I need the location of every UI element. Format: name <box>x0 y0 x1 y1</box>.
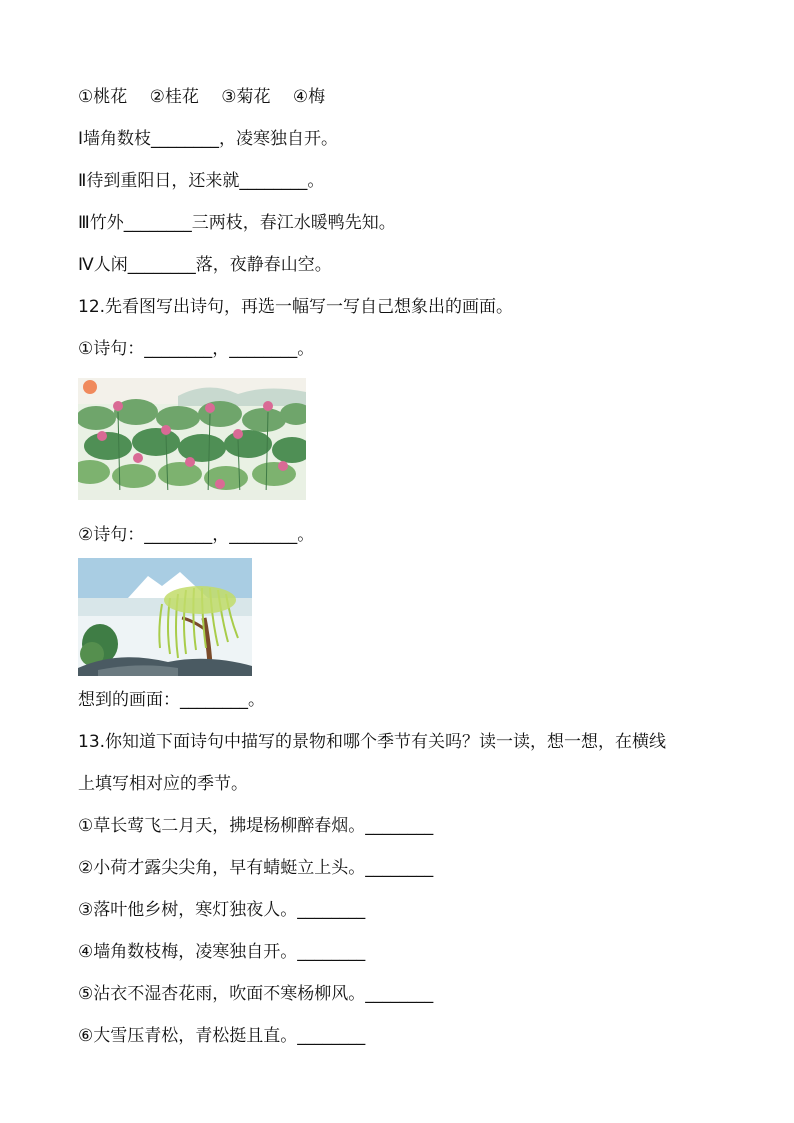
q11-line-2: Ⅱ待到重阳日，还来就________。 <box>78 171 325 191</box>
q13-item-6: ⑥大雪压青松，青松挺且直。________ <box>78 1026 366 1046</box>
q11-line-4: Ⅳ人闲________落，夜静春山空。 <box>78 255 332 275</box>
q13-item-4: ④墙角数枝梅，凌寒独自开。________ <box>78 942 366 962</box>
q12-item-1: ①诗句：________，________。 <box>78 339 315 359</box>
q12-prompt: 12.先看图写出诗句，再选一幅写一写自己想象出的画面。 <box>78 297 514 317</box>
lotus-pond-illustration <box>78 378 306 500</box>
q13-prompt-line-1: 13.你知道下面诗句中描写的景物和哪个季节有关吗？读一读，想一想，在横线 <box>78 732 667 752</box>
q12-item-2: ②诗句：________，________。 <box>78 525 315 545</box>
q11-line-3: Ⅲ竹外________三两枝，春江水暖鸭先知。 <box>78 213 396 233</box>
q13-item-2: ②小荷才露尖尖角，早有蜻蜓立上头。________ <box>78 858 434 878</box>
q11-line-1: Ⅰ墙角数枝________，凌寒独自开。 <box>78 129 339 149</box>
q13-item-1: ①草长莺飞二月天，拂堤杨柳醉春烟。________ <box>78 816 434 836</box>
willow-tree-illustration <box>78 558 252 676</box>
q13-item-5: ⑤沾衣不湿杏花雨，吹面不寒杨柳风。________ <box>78 984 434 1004</box>
q13-item-3: ③落叶他乡树，寒灯独夜人。________ <box>78 900 366 920</box>
q13-prompt-line-2: 上填写相对应的季节。 <box>78 774 248 794</box>
q12-imagined: 想到的画面：________。 <box>78 690 265 710</box>
q11-options: ①桃花 ②桂花 ③菊花 ④梅 <box>78 87 326 107</box>
